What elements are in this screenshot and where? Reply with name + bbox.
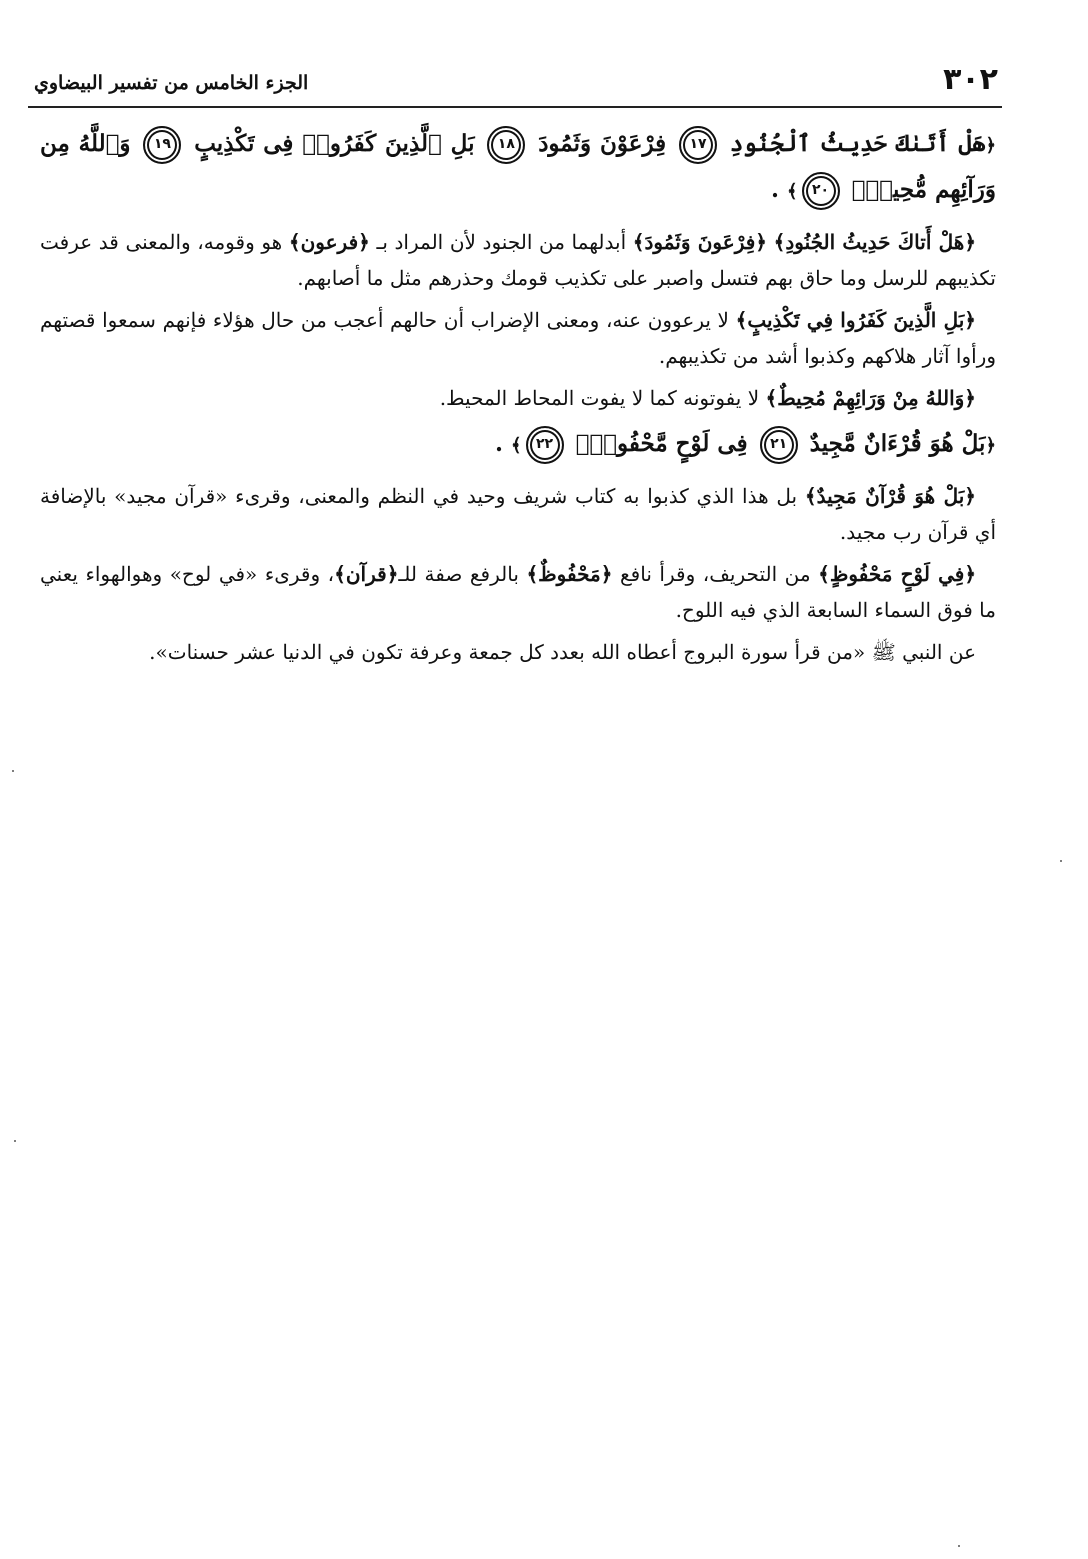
scan-speck	[12, 770, 14, 772]
verse-22: فِى لَوْحٍ مَّحْفُوظٍۭ	[575, 430, 748, 457]
hadith-paragraph	[40, 634, 996, 670]
scan-speck	[958, 1545, 960, 1547]
commentary-paragraph-5	[40, 556, 996, 628]
quran-quote: ﴿قرآن﴾	[334, 562, 399, 586]
scan-speck	[1060, 860, 1062, 862]
ayah-number-18: ١٨	[487, 126, 525, 164]
quran-quote: ﴿هَلْ أَتاكَ حَدِيثُ الجُنُودِ﴾	[773, 230, 977, 254]
close-brace: ﴾	[511, 435, 522, 456]
quran-verses-17-20: ﴿هَلْ أَتَىٰكَ حَدِيثُ ٱلْجُنُودِ ١٧ فِرْعَوْنَ وَثَمُودَ ١٨ بَلِ ٱلَّذِينَ كَفَرُوا۟ فِى تَكْذِيبٍ ١٩ وَٱللَّهُ مِن وَرَآئِهِم مُّحِيطٌۢ ٢٠﴾ .	[40, 122, 996, 214]
quran-quote: ﴿بَلِ الَّذِينَ كَفَرُوا فِي تَكْذِيبٍ﴾	[735, 308, 977, 332]
ayah-number-19: ١٩	[143, 126, 181, 164]
open-brace: ﴿	[985, 135, 996, 156]
verse-18: فِرْعَوْنَ وَثَمُودَ	[538, 130, 667, 157]
ayah-number-17: ١٧	[679, 126, 717, 164]
open-brace: ﴿	[985, 435, 996, 456]
ayah-number-21: ٢١	[760, 426, 798, 464]
quran-quote: ﴿فِي لَوْحٍ مَحْفُوظٍ﴾	[818, 562, 977, 586]
close-brace: ﴾	[787, 181, 798, 202]
quran-quote: ﴿فرعون﴾	[288, 230, 370, 254]
commentary-text: بل هذا الذي كذبوا به كتاب شريف وحيد في النظم والمعنى، وقرىء «قرآن مجيد» بالإضافة أي قرآن رب مجيد.	[40, 484, 996, 544]
page-header	[28, 62, 1002, 108]
quran-quote: ﴿وَاللهُ مِنْ وَرَائِهِمْ مُحِيطٌ﴾	[765, 386, 976, 410]
commentary-text: أبدلهما من الجنود لأن المراد بـ	[376, 230, 627, 254]
running-title: الجزء الخامس من تفسير البيضاوي	[34, 72, 309, 94]
commentary-text: من التحريف، وقرأ نافع	[620, 562, 811, 586]
ayah-number-20: ٢٠	[802, 172, 840, 210]
quran-verses-21-22: ﴿بَلْ هُوَ قُرْءَانٌ مَّجِيدٌ ٢١ فِى لَوْحٍ مَّحْفُوظٍۭ ٢٢﴾ .	[40, 422, 996, 468]
commentary-paragraph-1	[40, 224, 996, 296]
ayah-number-22: ٢٢	[526, 426, 564, 464]
commentary-paragraph-4	[40, 478, 996, 550]
page-number: ٣٠٢	[943, 62, 998, 97]
commentary-paragraph-3	[40, 380, 996, 416]
quran-quote: ﴿بَلْ هُوَ قُرْآنٌ مَجِيدٌ﴾	[804, 484, 977, 508]
hadith-text: عن النبي ﷺ «من قرأ سورة البروج أعطاه الله بعدد كل جمعة وعرفة تكون في الدنيا عشر حسنات».	[149, 640, 976, 664]
commentary-text: هو وقومه، والمعنى قد عرفت تكذيبهم للرسل وما حاق بهم فتسل واصبر على تكذيب قومك وحذرهم مثل ما أصابهم.	[40, 230, 996, 290]
commentary-text: بالرفع صفة للـ	[398, 562, 519, 586]
verse-17: هَلْ أَتَىٰكَ حَدِيثُ ٱلْجُنُودِ	[729, 130, 986, 157]
scan-speck	[14, 1140, 16, 1142]
verse-19: بَلِ ٱلَّذِينَ كَفَرُوا۟ فِى تَكْذِيبٍ	[194, 130, 475, 157]
commentary-paragraph-2	[40, 302, 996, 374]
commentary-text: لا يفوتونه كما لا يفوت المحاط المحيط.	[439, 386, 760, 410]
verse-20: وَٱللَّهُ مِن وَرَآئِهِم مُّحِيطٌۢ	[40, 130, 996, 203]
quran-quote: ﴿فِرْعَونَ وَثَمُودَ﴾	[632, 230, 768, 254]
commentary-text: لا يرعوون عنه، ومعنى الإضراب أن حالهم أعجب من حال هؤلاء فإنهم سمعوا قصتهم ورأوا آثار هلاكهم وكذبوا أشد من تكذيبهم.	[40, 308, 996, 368]
commentary-text: ، وقرىء «في لوح» وهوالهواء يعني ما فوق السماء السابعة الذي فيه اللوح.	[40, 562, 996, 622]
verse-21: بَلْ هُوَ قُرْءَانٌ مَّجِيدٌ	[809, 430, 986, 457]
page-body	[40, 118, 996, 676]
quran-quote: ﴿مَحْفُوظٌ﴾	[526, 562, 613, 586]
